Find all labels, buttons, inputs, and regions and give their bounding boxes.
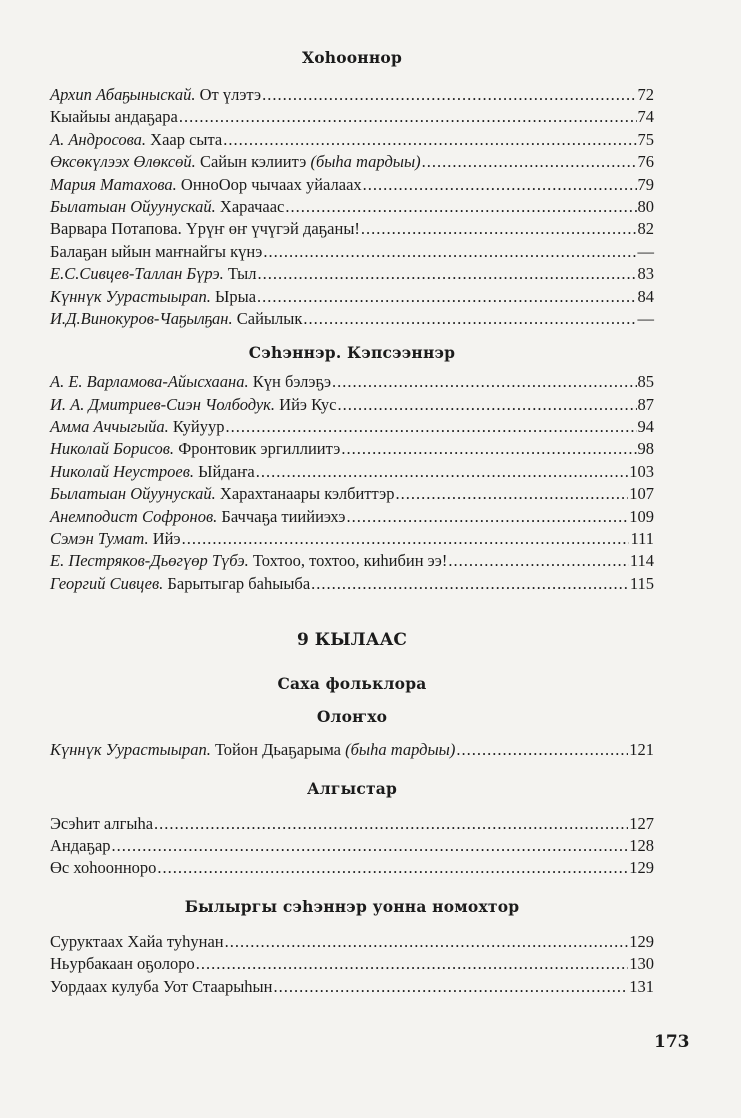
- entry-author: Амма Аччыгыйа.: [50, 417, 169, 437]
- dot-leader: [182, 529, 630, 549]
- entry-list: [50, 85, 654, 331]
- entry-title: Хаар сыта: [150, 129, 223, 149]
- entry-text: [50, 439, 340, 459]
- entry-title: Балаҕан ыйын маҥнайгы күнэ: [50, 241, 263, 261]
- toc-entry: [50, 242, 654, 264]
- toc-entry: [50, 175, 654, 197]
- entry-page: 83: [637, 264, 654, 284]
- entry-page: 85: [637, 372, 654, 392]
- entry-page: 76: [637, 152, 654, 172]
- dot-leader: [258, 264, 637, 284]
- toc-entry: [50, 507, 654, 529]
- entry-text: [50, 130, 222, 150]
- entry-list: [50, 814, 654, 881]
- entry-page: 79: [637, 174, 654, 194]
- grade-heading: 9 КЫЛААС: [297, 630, 407, 651]
- entry-author: Күннүк Уурастыырап.: [50, 740, 211, 760]
- entry-page: 72: [637, 85, 654, 104]
- entry-author: Күннүк Уурастыырап.: [50, 286, 211, 306]
- entry-title: Суруктаах Хайа туhунан: [50, 931, 224, 951]
- section-legends: [50, 897, 654, 999]
- entry-page: 75: [637, 129, 654, 149]
- entry-title: Куйуур: [172, 417, 225, 437]
- entry-title: Баччаҕа тиийиэхэ: [221, 506, 346, 526]
- toc-entry: [50, 152, 654, 174]
- section-stories: [50, 343, 654, 596]
- entry-text: [50, 395, 336, 415]
- toc-entry: [50, 932, 654, 954]
- dot-leader: [256, 462, 629, 482]
- entry-text: [50, 836, 111, 856]
- entry-note: (быhа тардыы): [345, 740, 456, 760]
- entry-text: [50, 309, 302, 329]
- entry-text: [50, 551, 447, 571]
- dot-leader: [332, 372, 636, 392]
- toc-entry: [50, 417, 654, 439]
- dot-leader: [285, 197, 636, 217]
- toc-entry: [50, 264, 654, 286]
- entry-text: [50, 507, 345, 527]
- entry-title: Ырыа: [214, 286, 257, 306]
- entry-author: Былатыан Ойуунускай.: [50, 196, 216, 216]
- toc-entry: [50, 529, 654, 551]
- dot-leader: [223, 130, 636, 150]
- entry-text: [50, 858, 156, 878]
- entry-author: Былатыан Ойуунускай.: [50, 484, 216, 504]
- entry-title: От үлэтэ: [199, 85, 262, 104]
- entry-text: [50, 574, 310, 594]
- entry-page: 129: [629, 931, 654, 951]
- entry-title: Ийэ: [152, 529, 181, 549]
- entry-author: Георгий Сивцев.: [50, 573, 164, 593]
- entry-title: Ньурбакаан оҕолоро: [50, 954, 195, 974]
- entry-title: Сайылык: [236, 308, 303, 328]
- dot-leader: [262, 85, 636, 105]
- entry-title: Тохтоо, тохтоо, киhибин ээ!: [252, 551, 448, 571]
- entry-author: Е.С.Сивцев-Таллан Бүрэ.: [50, 264, 224, 284]
- entry-page: 129: [629, 858, 654, 878]
- toc-entry: [50, 740, 654, 762]
- toc-entry: [50, 372, 654, 394]
- entry-page: 84: [637, 286, 654, 306]
- entry-page: 131: [629, 976, 654, 996]
- entry-author: Николай Борисов.: [50, 439, 175, 459]
- dot-leader: [395, 484, 628, 504]
- folklore-heading: Саха фольклора: [277, 674, 427, 694]
- entry-page: 98: [637, 439, 654, 459]
- toc-entry: [50, 858, 654, 880]
- section-heading: Алгыстар: [306, 778, 398, 798]
- section-heading: Олоҥхо: [316, 707, 388, 727]
- toc-entry: [50, 287, 654, 309]
- entry-page: 121: [629, 740, 654, 760]
- dot-leader: [303, 309, 636, 329]
- dot-leader: [337, 395, 636, 415]
- entry-list: [50, 372, 654, 596]
- entry-note: (быhа тардыы): [310, 152, 421, 172]
- entry-page: 82: [637, 219, 654, 239]
- toc-entry: [50, 395, 654, 417]
- entry-title: Барытыгар баhыыба: [167, 573, 311, 593]
- toc-entry: [50, 954, 654, 976]
- entry-text: [50, 740, 455, 760]
- entry-author: Сэмэн Тумат.: [50, 529, 149, 549]
- entry-text: [50, 977, 272, 997]
- entry-text: [50, 107, 178, 127]
- dot-leader: [422, 152, 637, 172]
- section-olonkho: [50, 707, 654, 762]
- dot-leader: [179, 107, 637, 127]
- entry-text: [50, 242, 262, 262]
- entry-list: [50, 740, 654, 762]
- entry-author: И.Д.Винокуров-Чаҕылҕан.: [50, 308, 233, 328]
- toc-entry: [50, 977, 654, 999]
- entry-title: Тыл: [227, 264, 257, 284]
- entry-page: 114: [629, 551, 654, 571]
- toc-entry: [50, 219, 654, 241]
- dot-leader: [154, 814, 628, 834]
- entry-page: 94: [637, 417, 654, 437]
- entry-author: Анемподист Софронов.: [50, 506, 218, 526]
- entry-text: [50, 175, 362, 195]
- toc-entry: [50, 551, 654, 573]
- section-algys: [50, 779, 654, 881]
- dot-leader: [346, 507, 628, 527]
- dot-leader: [112, 836, 629, 856]
- entry-text: [50, 954, 195, 974]
- entry-page: 107: [629, 484, 654, 504]
- entry-title: Өс хоhоонноро: [50, 858, 157, 878]
- toc-entry: [50, 836, 654, 858]
- entry-text: [50, 529, 181, 549]
- entry-page: 87: [637, 394, 654, 414]
- section-heading: Сэhэннэр. Кэпсээннэр: [248, 343, 456, 363]
- entry-text: [50, 152, 421, 172]
- dot-leader: [361, 219, 637, 239]
- dot-leader: [311, 574, 629, 594]
- toc-entry: [50, 107, 654, 129]
- entry-title: Фронтовик эргиллиитэ: [178, 439, 341, 459]
- entry-title: Сайын кэлиитэ: [199, 152, 307, 172]
- entry-title: Уордаах кулуба Уот Стаарыhын: [50, 976, 273, 996]
- section-poems: [50, 48, 654, 331]
- entry-text: [50, 932, 224, 952]
- entry-title: Кыайыы андаҕара: [50, 107, 178, 127]
- entry-page: 109: [629, 506, 654, 526]
- entry-page: 80: [637, 196, 654, 216]
- entry-text: [50, 417, 224, 437]
- entry-title: Күн бэлэҕэ: [252, 372, 332, 392]
- entry-text: [50, 462, 255, 482]
- dot-leader: [448, 551, 629, 571]
- entry-title: Ыйдаҥа: [198, 461, 255, 481]
- entry-author: Өксөкүлээх Өлөксөй.: [50, 152, 196, 172]
- entry-author: Николай Неустроев.: [50, 461, 195, 481]
- entry-title: Андаҕар: [50, 835, 111, 855]
- entry-page: 74: [637, 107, 654, 127]
- entry-page: 127: [629, 813, 654, 833]
- entry-author: Мария Матахова.: [50, 174, 177, 194]
- entry-author: И. А. Дмитриев-Сиэн Чолбодук.: [50, 394, 276, 414]
- toc-entry: [50, 439, 654, 461]
- toc-entry: [50, 814, 654, 836]
- entry-page: 130: [629, 954, 654, 974]
- entry-text: [50, 287, 256, 307]
- dot-leader: [196, 954, 628, 974]
- entry-title: Эсэhит алгыhа: [50, 813, 154, 833]
- entry-text: [50, 197, 284, 217]
- entry-text: [50, 264, 257, 284]
- entry-page: 111: [630, 529, 654, 549]
- entry-title: Харачаас: [219, 196, 285, 216]
- toc-entry: [50, 130, 654, 152]
- toc-entry: [50, 574, 654, 596]
- section-heading: Хоhооннор: [302, 48, 402, 67]
- dot-leader: [225, 932, 629, 952]
- entry-author: А. Андросова.: [50, 129, 147, 149]
- entry-text: [50, 814, 153, 834]
- entry-author: Е. Пестряков-Дьөгүөр Түбэ.: [50, 551, 249, 571]
- section-heading: Былыргы сэhэннэр уонна номохтор: [184, 896, 520, 916]
- entry-author: А. Е. Варламова-Айысхаана.: [50, 372, 249, 392]
- entry-page: —: [637, 308, 654, 328]
- entry-title: Харахтанаары кэлбиттэр: [219, 484, 395, 504]
- dot-leader: [157, 858, 628, 878]
- dot-leader: [273, 977, 628, 997]
- entry-page: 115: [629, 573, 654, 593]
- dot-leader: [263, 242, 636, 262]
- entry-page: —: [637, 241, 654, 261]
- toc-entry: [50, 85, 654, 107]
- entry-page: 103: [629, 461, 654, 481]
- dot-leader: [225, 417, 636, 437]
- toc-entry: [50, 309, 654, 331]
- dot-leader: [363, 175, 637, 195]
- entry-title: Варвара Потапова. Үрүҥ өҥ үчүгэй даҕаны!: [50, 219, 360, 239]
- dot-leader: [257, 287, 636, 307]
- entry-title: Ийэ Кус: [279, 394, 337, 414]
- dot-leader: [341, 439, 636, 459]
- entry-title: ОнноОор чычаах уйалаах: [180, 174, 362, 194]
- entry-author: Архип Абаҕыныскай.: [50, 85, 196, 104]
- page-number: 173: [654, 1032, 690, 1052]
- dot-leader: [456, 740, 628, 760]
- entry-list: [50, 932, 654, 999]
- entry-text: [50, 219, 360, 239]
- entry-title: Тойон Дьаҕарыма: [214, 740, 342, 760]
- toc-entry: [50, 462, 654, 484]
- entry-text: [50, 85, 261, 105]
- entry-page: 128: [629, 835, 654, 855]
- toc-entry: [50, 484, 654, 506]
- entry-text: [50, 372, 331, 392]
- contents-page: [50, 48, 654, 999]
- toc-entry: [50, 197, 654, 219]
- entry-text: [50, 484, 394, 504]
